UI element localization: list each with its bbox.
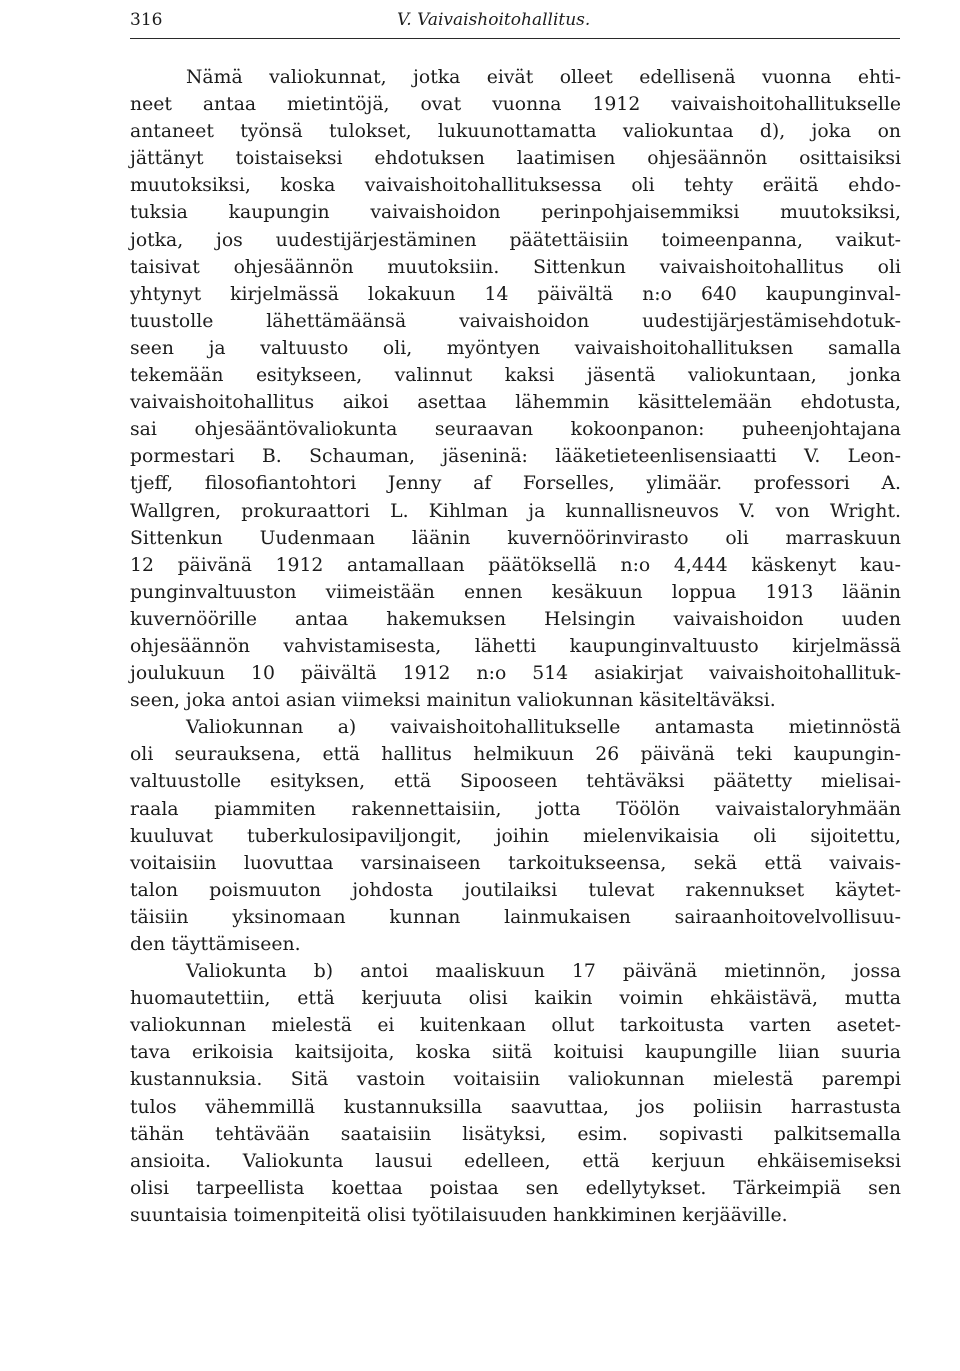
text-line: kuuluvat tuberkulosipaviljongit, joihin mielenvikaisia oli sijoitettu, bbox=[130, 825, 901, 847]
text-line: voitaisiin luovuttaa varsinaiseen tarkoitukseensa, sekä että vaivais- bbox=[130, 852, 901, 874]
text-line: olisi tarpeellista koettaa poistaa sen edellytykset. Tärkeimpiä sen bbox=[130, 1177, 901, 1199]
text-line: vaivaishoitohallitus aikoi asettaa lähemmin käsittelemään ehdotusta, bbox=[130, 392, 901, 414]
text-line: Sittenkun Uudenmaan läänin kuvernöörinvirasto oli marraskuun bbox=[130, 527, 901, 549]
text-line: pormestari B. Schauman, jäseninä: lääketieteenlisensiaatti V. Leon- bbox=[130, 446, 901, 468]
text-line: den täyttämiseen. bbox=[130, 934, 301, 955]
text-line: neet antaa mietintöjä, ovat vuonna 1912 vaivaishoitohallitukselle bbox=[130, 94, 901, 116]
text-line: jotka, jos uudestijärjestäminen päätettäisiin toimeenpanna, vaikut- bbox=[130, 229, 901, 251]
text-line: joulukuun 10 päivältä 1912 n:o 514 asiakirjat vaivaishoitohallituk- bbox=[130, 663, 901, 685]
text-line: ohjesäännön vahvistamisesta, lähetti kaupunginvaltuusto kirjelmässä bbox=[130, 635, 901, 657]
text-line: muutoksiksi, koska vaivaishoitohallituksessa oli tehty eräitä ehdo- bbox=[130, 175, 901, 197]
text-line: seen ja valtuusto oli, myöntyen vaivaishoitohallituksen samalla bbox=[130, 337, 901, 359]
text-line: Valiokunnan a) vaivaishoitohallitukselle antamasta mietinnöstä bbox=[186, 717, 901, 739]
text-line: tava erikoisia kaitsijoita, koska siitä koituisi kaupungille liian suuria bbox=[130, 1042, 901, 1064]
text-line: raala piammiten rakennettaisiin, jotta Töölön vaivaistaloryhmään bbox=[130, 798, 901, 820]
text-line: oli seurauksena, että hallitus helmikuun 26 päivänä teki kaupungin- bbox=[130, 744, 901, 766]
text-line: taisivat ohjesäännön muutoksiin. Sittenkun vaivaishoitohallitus oli bbox=[130, 256, 901, 278]
text-line: Nämä valiokunnat, jotka eivät olleet edellisenä vuonna ehti- bbox=[186, 67, 901, 88]
text-line: valtuustolle esityksen, että Sipooseen tehtäväksi päätetty mielisai- bbox=[130, 771, 901, 793]
text-line: punginvaltuuston viimeistään ennen kesäkuun loppua 1913 läänin bbox=[130, 581, 901, 603]
text-line: antaneet työnsä tulokset, lukuunottamatta valiokuntaa d), joka on bbox=[130, 121, 901, 143]
header-rule bbox=[130, 38, 900, 39]
text-line: sai ohjesääntövaliokunta seuraavan kokoonpanon: puheenjohtajana bbox=[130, 419, 901, 441]
text-line: yhtynyt kirjelmässä lokakuun 14 päivältä n:o 640 kaupunginval- bbox=[130, 283, 901, 305]
running-head bbox=[130, 6, 900, 34]
running-title: V. Vaivaishoitohallitus. bbox=[397, 10, 591, 30]
text-line: tekemään esitykseen, valinnut kaksi jäsentä valiokuntaan, jonka bbox=[130, 365, 901, 387]
text-line: talon poismuuton johdosta joutilaiksi tulevat rakennukset käytet- bbox=[130, 879, 901, 901]
text-line: seen, joka antoi asian viimeksi mainitun valiokunnan käsiteltäväksi. bbox=[130, 690, 776, 712]
text-line: tuustolle lähettämäänsä vaivaishoidon uudestijärjestämisehdotuk- bbox=[130, 310, 901, 332]
text-line: jättänyt toistaiseksi ehdotuksen laatimisen ohjesäännön osittaisiksi bbox=[130, 148, 901, 170]
text-line: täisiin yksinomaan kunnan lainmukaisen sairaanhoitovelvollisuu- bbox=[130, 906, 901, 928]
text-line: huomautettiin, että kerjuuta olisi kaikin voimin ehkäistävä, mutta bbox=[130, 988, 901, 1010]
text-line: Wallgren, prokuraattori L. Kihlman ja kunnallisneuvos V. von Wright. bbox=[130, 500, 901, 522]
text-line: suuntaisia toimenpiteitä olisi työtilaisuuden hankkiminen kerjääville. bbox=[130, 1204, 788, 1226]
text-line: tähän tehtävään saataisiin lisätyksi, esim. sopivasti palkitsemalla bbox=[130, 1123, 901, 1145]
text-line: tulos vähemmillä kustannuksilla saavuttaa, jos poliisin harrastusta bbox=[130, 1096, 901, 1118]
text-line: kustannuksia. Sitä vastoin voitaisiin valiokunnan mielestä parempi bbox=[130, 1069, 901, 1091]
text-line: valiokunnan mielestä ei kuitenkaan ollut tarkoitusta varten asetet- bbox=[130, 1015, 901, 1037]
text-line: tjeff, filosofiantohtori Jenny af Forselles, ylimäär. professori A. bbox=[130, 473, 901, 495]
body-text bbox=[130, 64, 901, 1229]
page-number: 316 bbox=[130, 10, 163, 30]
text-line: Valiokunta b) antoi maaliskuun 17 päivänä mietinnön, jossa bbox=[186, 961, 901, 983]
text-line: tuksia kaupungin vaivaishoidon perinpohjaisemmiksi muutoksiksi, bbox=[130, 202, 901, 224]
text-line: ansioita. Valiokunta lausui edelleen, että kerjuun ehkäisemiseksi bbox=[130, 1150, 901, 1172]
text-line: 12 päivänä 1912 antamallaan päätöksellä n:o 4,444 käskenyt kau- bbox=[130, 554, 901, 576]
text-line: kuvernöörille antaa hakemuksen Helsingin vaivaishoidon uuden bbox=[130, 608, 901, 630]
